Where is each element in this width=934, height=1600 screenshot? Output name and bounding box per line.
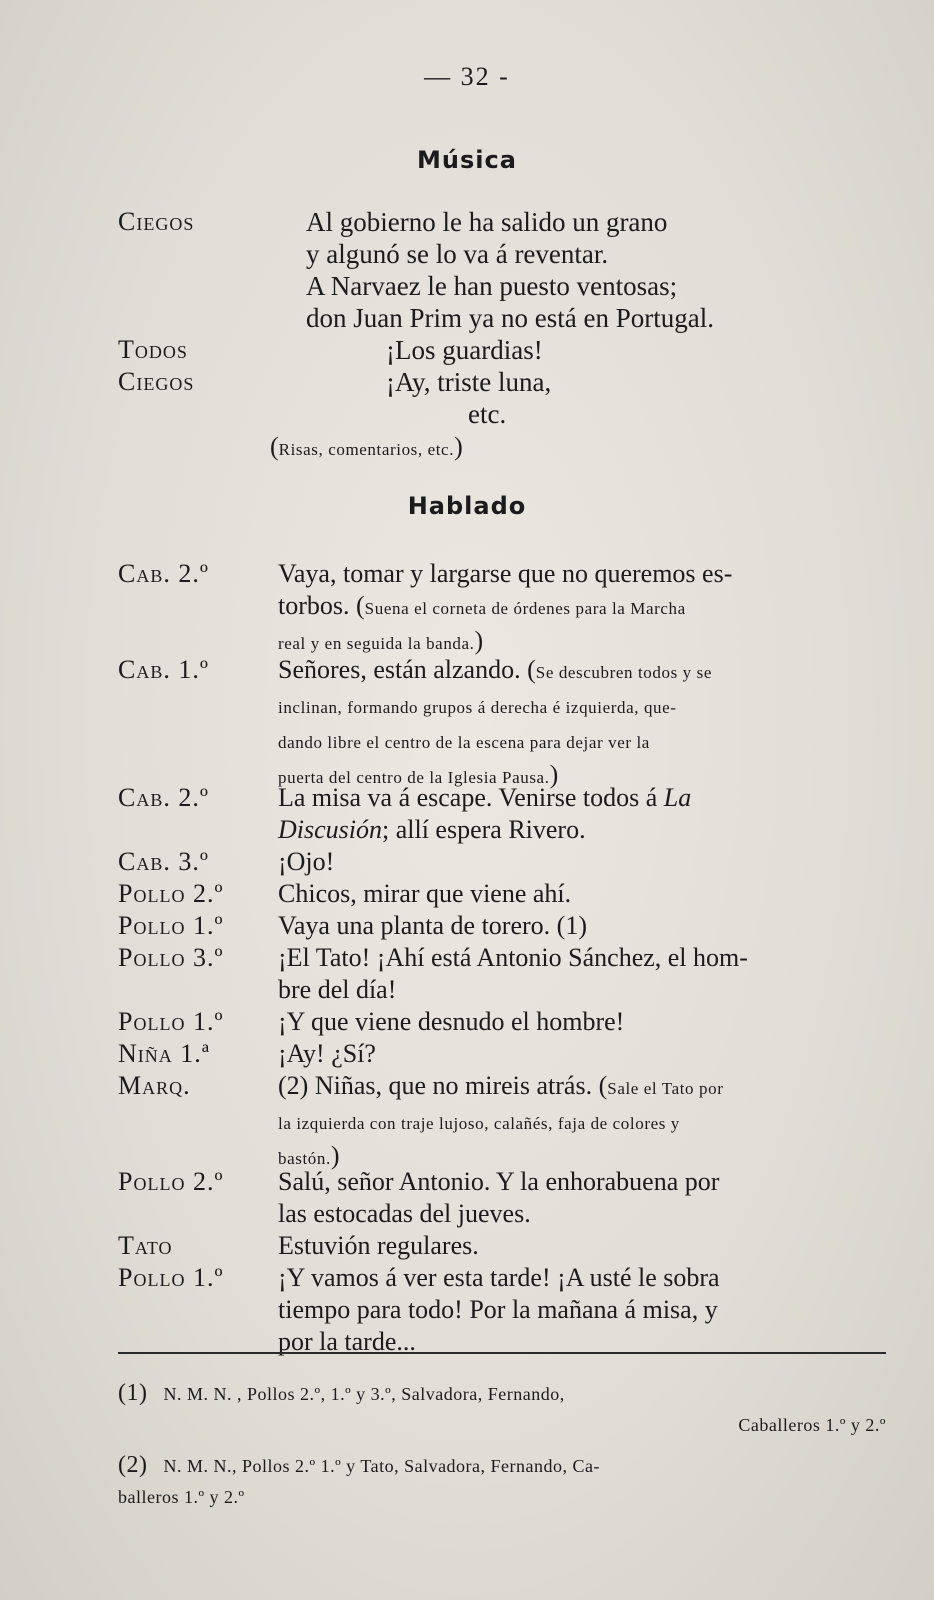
dialogue-line: Señores, están alzando. (Se descubren todos y se [278, 655, 712, 684]
footnote [118, 1450, 886, 1481]
dialogue-entry [278, 942, 886, 1006]
stage-direction-text: Sale el Tato por [607, 1079, 724, 1098]
dialogue-line: ¡Y que viene desnudo el hombre! [278, 1007, 625, 1036]
speaker-label: Cab. 2.º [118, 559, 209, 588]
dialogue-line: Salú, señor Antonio. Y la enhorabuena por [278, 1167, 720, 1196]
stage-direction-text: dando libre el centro de la escena para dejar ver la [278, 733, 650, 752]
speaker-label: Todos [118, 335, 188, 364]
dialogue-line: Discusión; allí espera Rivero. [278, 815, 586, 844]
dialogue-line: ¡Y vamos á ver esta tarde! ¡A usté le sobra [278, 1263, 720, 1292]
dialogue-line: real y en seguida la banda.) [278, 626, 484, 655]
verse-line: ¡Los guardias! [386, 335, 543, 365]
dialogue-entry [278, 782, 886, 846]
dialogue-line [278, 689, 886, 724]
stage-direction-text: la izquierda con traje lujoso, calañés, faja de colores y [278, 1114, 680, 1133]
verse-line: don Juan Prim ya no está en Portugal. [306, 303, 714, 333]
dialogue-line: Estuvión regulares. [278, 1231, 479, 1260]
dialogue-line: ¡Ojo! [278, 847, 335, 876]
page-number: — 32 - [424, 62, 510, 91]
dialogue-line: torbos. (Suena el corneta de órdenes para la Marcha [278, 591, 686, 620]
speaker-label: Pollo 1.º [118, 1263, 224, 1292]
dialogue-line: bastón.) [278, 1141, 340, 1170]
footnote-number: (1) [118, 1380, 148, 1406]
dialogue-line: tiempo para todo! Por la mañana á misa, y [278, 1295, 718, 1324]
dialogue-line: bre del día! [278, 975, 397, 1004]
speaker-label: Cab. 2.º [118, 783, 209, 812]
stage-direction-text: inclinan, formando grupos á derecha é izquierda, que- [278, 698, 677, 717]
dialogue-line [278, 724, 886, 759]
dialogue-line: ¡El Tato! ¡Ahí está Antonio Sánchez, el hom- [278, 943, 748, 972]
dialogue-entry [278, 1070, 886, 1175]
dialogue-line: (2) Niñas, que no mireis atrás. (Sale el Tato por [278, 1071, 724, 1100]
verse-line: A Narvaez le han puesto ventosas; [306, 271, 678, 301]
dialogue-line: La misa va á escape. Venirse todos á La [278, 783, 692, 812]
dialogue-entry [278, 1262, 886, 1358]
dialogue-line: Vaya, tomar y largarse que no queremos es- [278, 559, 733, 588]
footnote [118, 1378, 886, 1409]
speaker-label: Tato [118, 1231, 173, 1260]
stage-direction-text: Se descubren todos y se [535, 663, 712, 682]
stage-direction-text: bastón. [278, 1149, 331, 1168]
dialogue-line: las estocadas del jueves. [278, 1199, 531, 1228]
stage-direction-text: Suena el corneta de órdenes para la Marcha [364, 599, 686, 618]
dialogue-entry [278, 1166, 886, 1230]
speaker-label: Niña 1.ª [118, 1039, 210, 1068]
section-heading-musica: Música [417, 146, 517, 174]
footnote-continuation: Caballeros 1.º y 2.º [738, 1415, 886, 1435]
dialogue-entry [278, 654, 886, 794]
footnote-text: N. M. N. , Pollos 2.º, 1.º y 3.º, Salvadora, Fernando, [163, 1384, 565, 1404]
stage-direction-text: Risas, comentarios, etc. [278, 440, 455, 459]
dialogue-line [278, 1105, 886, 1140]
dialogue-entry [278, 558, 886, 660]
speaker-label: Pollo 2.º [118, 1167, 224, 1196]
section-heading-hablado: Hablado [407, 492, 527, 520]
speaker-label: Pollo 1.º [118, 911, 224, 940]
verse-line: Al gobierno le ha salido un grano [306, 207, 668, 237]
verse-line: ¡Ay, triste luna, [386, 367, 552, 397]
dialogue-line: puerta del centro de la Iglesia Pausa.) [278, 760, 559, 789]
verse-line: etc. [468, 399, 507, 429]
dialogue-line: por la tarde... [278, 1327, 416, 1356]
speaker-label: Marq. [118, 1071, 191, 1100]
stage-direction: (Risas, comentarios, etc.) [270, 432, 463, 461]
dialogue-line: Chicos, mirar que viene ahí. [278, 879, 572, 908]
dialogue-line: ¡Ay! ¿Sí? [278, 1039, 376, 1068]
footnote-continuation: balleros 1.º y 2.º [118, 1487, 245, 1507]
footnote-number: (2) [118, 1452, 148, 1478]
speaker-label: Ciegos [118, 367, 195, 396]
footnote-text: N. M. N., Pollos 2.º 1.º y Tato, Salvadora, Fernando, Ca- [163, 1456, 601, 1476]
speaker-label: Pollo 3.º [118, 943, 224, 972]
footnote-divider [118, 1352, 886, 1354]
stage-direction-text: puerta del centro de la Iglesia Pausa. [278, 768, 550, 787]
speaker-label: Pollo 1.º [118, 1007, 224, 1036]
stage-direction-text: real y en seguida la banda. [278, 634, 475, 653]
speaker-label: Pollo 2.º [118, 879, 224, 908]
dialogue-line: Vaya una planta de torero. (1) [278, 911, 587, 940]
speaker-label: Cab. 1.º [118, 655, 209, 684]
speaker-label: Ciegos [118, 207, 195, 236]
speaker-label: Cab. 3.º [118, 847, 209, 876]
verse-line: y algunó se lo va á reventar. [306, 239, 609, 269]
